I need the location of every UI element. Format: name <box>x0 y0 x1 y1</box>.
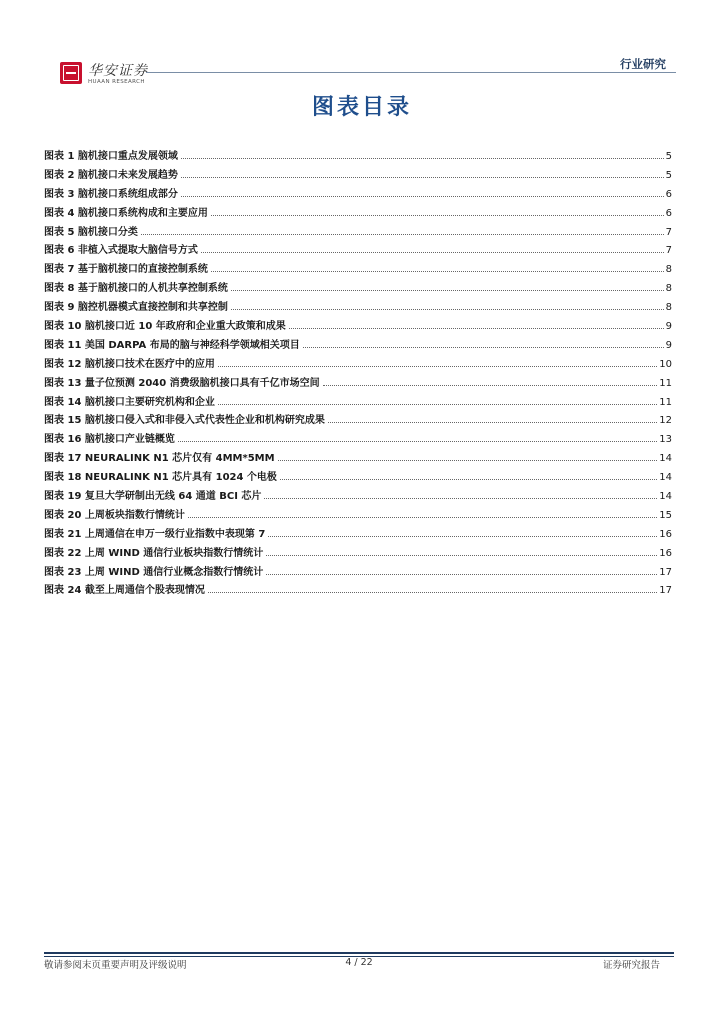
toc-entry-title[interactable]: 图表 14 脑机接口主要研究机构和企业 <box>44 396 215 408</box>
toc-entry-page[interactable]: 13 <box>659 434 672 446</box>
toc-dot-leader <box>266 574 657 575</box>
toc-dot-leader <box>264 498 657 499</box>
toc-entry-title[interactable]: 图表 3 脑机接口系统组成部分 <box>44 188 178 200</box>
toc-entry-page[interactable]: 6 <box>665 188 672 200</box>
toc-entry-title[interactable]: 图表 12 脑机接口技术在医疗中的应用 <box>44 358 215 370</box>
toc-dot-leader <box>303 347 664 348</box>
toc-entry-page[interactable]: 17 <box>659 585 672 597</box>
toc-entry-page[interactable]: 14 <box>659 453 672 465</box>
toc-entry-title[interactable]: 图表 6 非植入式提取大脑信号方式 <box>44 245 198 257</box>
toc-dot-leader <box>201 252 664 253</box>
toc-entry[interactable] <box>44 468 672 487</box>
toc-dot-leader <box>323 385 658 386</box>
toc-entry-title[interactable]: 图表 13 量子位预测 2040 消费级脑机接口具有千亿市场空间 <box>44 377 320 389</box>
toc-dot-leader <box>211 271 664 272</box>
logo-chinese-name: 华安证券 <box>88 63 148 79</box>
footer-disclaimer: 敬请参阅末页重要声明及评级说明 <box>44 960 187 971</box>
toc-entry[interactable] <box>44 241 672 260</box>
toc-entry-title[interactable]: 图表 17 NEURALINK N1 芯片仅有 4MM*5MM <box>44 453 275 465</box>
toc-entry-page[interactable]: 11 <box>659 396 672 408</box>
toc-entry-page[interactable]: 9 <box>665 321 672 333</box>
toc-dot-leader <box>266 555 657 556</box>
toc-dot-leader <box>211 215 664 216</box>
toc-entry[interactable] <box>44 411 672 430</box>
toc-entry-page[interactable]: 5 <box>665 151 672 162</box>
toc-entry-page[interactable]: 8 <box>665 302 672 314</box>
toc-entry[interactable] <box>44 298 672 317</box>
toc-entry[interactable] <box>44 449 672 468</box>
toc-entry-title[interactable]: 图表 7 基于脑机接口的直接控制系统 <box>44 264 208 276</box>
toc-entry[interactable] <box>44 223 672 242</box>
toc-dot-leader <box>208 592 657 593</box>
toc-entry-title[interactable]: 图表 10 脑机接口近 10 年政府和企业重大政策和成果 <box>44 321 286 333</box>
page-number: 4 / 22 <box>345 957 373 968</box>
toc-entry-page[interactable]: 12 <box>659 415 672 427</box>
toc-entry-page[interactable]: 8 <box>665 283 672 295</box>
toc-entry[interactable] <box>44 279 672 298</box>
toc-entry-title[interactable]: 图表 1 脑机接口重点发展领域 <box>44 151 178 162</box>
toc-dot-leader <box>178 441 657 442</box>
toc-entry-page[interactable]: 9 <box>665 339 672 351</box>
toc-entry-title[interactable]: 图表 11 美国 DARPA 布局的脑与神经科学领域相关项目 <box>44 339 300 351</box>
toc-entry[interactable] <box>44 355 672 374</box>
toc-entry[interactable] <box>44 204 672 223</box>
toc-entry-title[interactable]: 图表 2 脑机接口未来发展趋势 <box>44 169 178 181</box>
company-logo-icon <box>60 62 82 84</box>
toc-entry-page[interactable]: 8 <box>665 264 672 276</box>
report-category: 行业研究 <box>620 57 666 71</box>
toc-dot-leader <box>141 234 664 235</box>
toc-dot-leader <box>328 422 657 423</box>
toc-entry[interactable] <box>44 506 672 525</box>
logo-english-name: HUAAN RESEARCH <box>88 79 145 85</box>
toc-entry-title[interactable]: 图表 22 上周 WIND 通信行业板块指数行情统计 <box>44 547 264 559</box>
toc-entry-title[interactable]: 图表 15 脑机接口侵入式和非侵入式代表性企业和机构研究成果 <box>44 415 325 427</box>
toc-entry-title[interactable]: 图表 4 脑机接口系统构成和主要应用 <box>44 207 208 219</box>
toc-dot-leader <box>218 404 657 405</box>
toc-entry[interactable] <box>44 487 672 506</box>
toc-entry[interactable] <box>44 166 672 185</box>
toc-entry[interactable] <box>44 374 672 393</box>
toc-entry-title[interactable]: 图表 9 脑控机器模式直接控制和共享控制 <box>44 302 228 314</box>
toc-dot-leader <box>231 290 664 291</box>
toc-entry[interactable] <box>44 317 672 336</box>
toc-entry-title[interactable]: 图表 5 脑机接口分类 <box>44 226 138 238</box>
toc-entry-title[interactable]: 图表 18 NEURALINK N1 芯片具有 1024 个电极 <box>44 472 277 484</box>
toc-entry[interactable] <box>44 525 672 544</box>
toc-dot-leader <box>218 366 657 367</box>
toc-entry-title[interactable]: 图表 21 上周通信在申万一级行业指数中表现第 7 <box>44 528 266 540</box>
toc-dot-leader <box>181 177 664 178</box>
toc-dot-leader <box>289 328 664 329</box>
toc-entry-title[interactable]: 图表 20 上周板块指数行情统计 <box>44 509 185 521</box>
toc-entry-page[interactable]: 14 <box>659 472 672 484</box>
header-divider <box>146 72 676 73</box>
toc-entry-title[interactable]: 图表 23 上周 WIND 通信行业概念指数行情统计 <box>44 566 264 578</box>
toc-entry-page[interactable]: 15 <box>659 509 672 521</box>
footer-divider <box>44 952 674 954</box>
toc-dot-leader <box>181 196 664 197</box>
toc-entry-title[interactable]: 图表 16 脑机接口产业链概览 <box>44 434 175 446</box>
toc-dot-leader <box>231 309 664 310</box>
toc-entry[interactable] <box>44 581 672 600</box>
toc-entry[interactable] <box>44 393 672 412</box>
toc-entry[interactable] <box>44 430 672 449</box>
footer-report-type: 证券研究报告 <box>602 960 660 971</box>
toc-entry-page[interactable]: 6 <box>665 207 672 219</box>
toc-dot-leader <box>188 517 657 518</box>
toc-dot-leader <box>268 536 657 537</box>
toc-dot-leader <box>280 479 657 480</box>
toc-entry[interactable] <box>44 336 672 355</box>
toc-entry[interactable] <box>44 563 672 582</box>
toc-entry-page[interactable]: 5 <box>665 169 672 181</box>
toc-entry-page[interactable]: 17 <box>659 566 672 578</box>
toc-entry-page[interactable]: 14 <box>659 491 672 503</box>
toc-entry[interactable] <box>44 260 672 279</box>
toc-dot-leader <box>181 158 664 159</box>
toc-entry[interactable] <box>44 185 672 204</box>
toc-entry[interactable] <box>44 147 672 166</box>
toc-entry-page[interactable]: 10 <box>659 358 672 370</box>
toc-entry-page[interactable]: 16 <box>659 547 672 559</box>
toc-entry-page[interactable]: 16 <box>659 528 672 540</box>
toc-entry-page[interactable]: 11 <box>659 377 672 389</box>
toc-entry[interactable] <box>44 544 672 563</box>
toc-entry-title[interactable]: 图表 24 截至上周通信个股表现情况 <box>44 585 205 597</box>
toc-entry-title[interactable]: 图表 19 复旦大学研制出无线 64 通道 BCI 芯片 <box>44 491 262 503</box>
toc-entry-page[interactable]: 7 <box>665 245 672 257</box>
page-title: 图表目录 <box>311 95 412 120</box>
toc-entry-page[interactable]: 7 <box>665 226 672 238</box>
toc-dot-leader <box>278 460 658 461</box>
table-of-figures <box>44 147 672 600</box>
toc-entry-title[interactable]: 图表 8 基于脑机接口的人机共享控制系统 <box>44 283 228 295</box>
page-header <box>44 56 676 92</box>
